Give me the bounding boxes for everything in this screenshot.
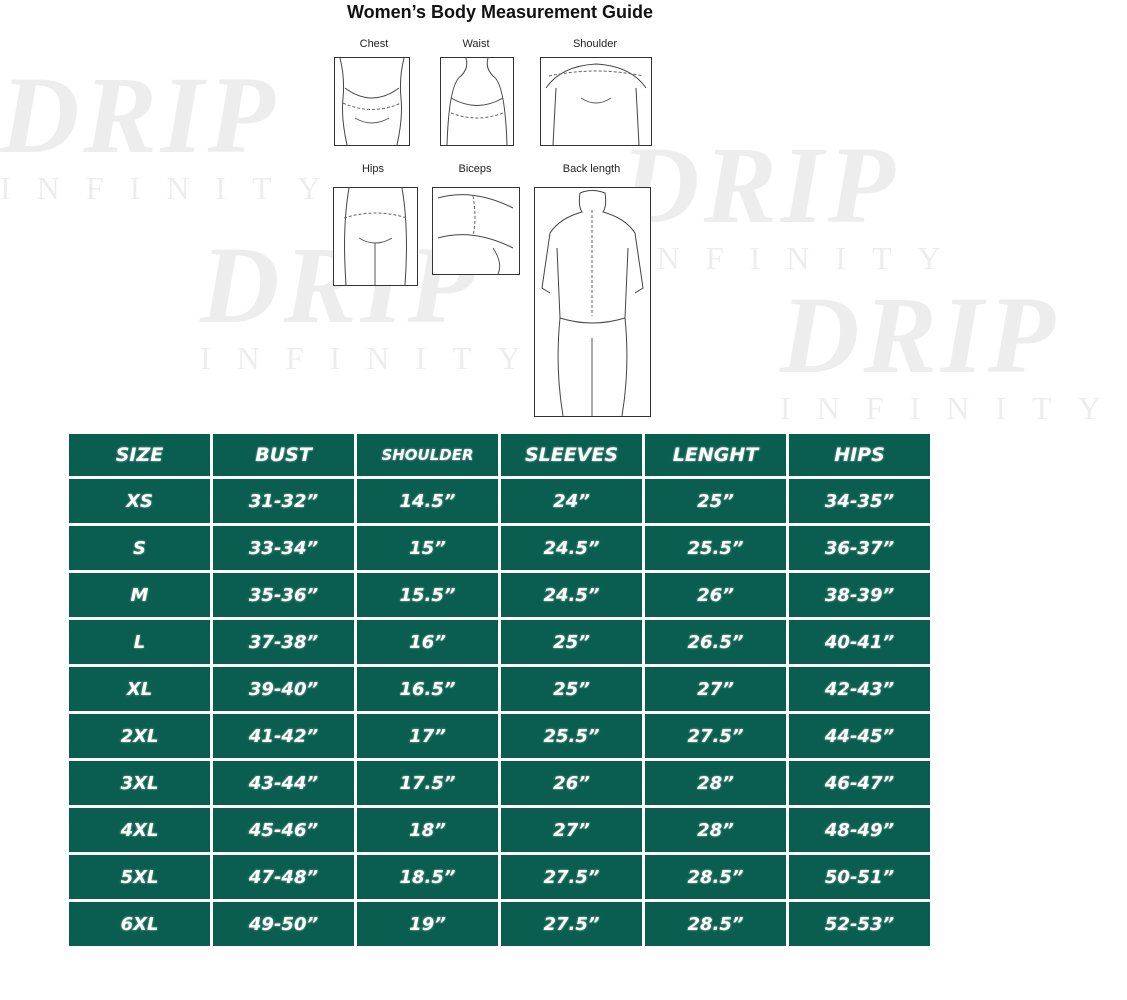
label-back-length: Back length [562,163,621,175]
cell-sleeves: 27.5” [501,902,642,946]
biceps-illustration [432,187,520,275]
cell-bust: 47-48” [213,855,354,899]
cell-bust: 49-50” [213,902,354,946]
hips-illustration [333,187,418,286]
cell-hips: 46-47” [789,761,930,805]
table-row [69,526,930,570]
cell-hips: 48-49” [789,808,930,852]
cell-shoulder: 17” [357,714,498,758]
cell-length: 26.5” [645,620,786,664]
cell-shoulder: 14.5” [357,479,498,523]
cell-size: 4XL [69,808,210,852]
cell-sleeves: 25” [501,620,642,664]
watermark-sub: INFINITY [620,240,967,276]
cell-length: 25.5” [645,526,786,570]
chest-figure-icon [335,58,409,145]
watermark [0,54,347,207]
cell-hips: 36-37” [789,526,930,570]
cell-hips: 44-45” [789,714,930,758]
header-sleeves: SLEEVES [501,434,642,476]
cell-size: XL [69,667,210,711]
size-chart-table [66,431,933,949]
cell-length: 28” [645,808,786,852]
cell-length: 28” [645,761,786,805]
waist-illustration [440,57,514,146]
cell-hips: 42-43” [789,667,930,711]
cell-sleeves: 26” [501,761,642,805]
waist-figure-icon [441,58,513,145]
table-row [69,667,930,711]
cell-bust: 31-32” [213,479,354,523]
cell-sleeves: 27.5” [501,855,642,899]
cell-length: 27.5” [645,714,786,758]
table-row [69,714,930,758]
watermark-sub: INFINITY [0,170,347,206]
back-figure-icon [535,188,650,416]
table-row [69,573,930,617]
cell-shoulder: 18.5” [357,855,498,899]
header-size: SIZE [69,434,210,476]
table-header-row [69,434,930,476]
back-length-illustration [534,187,651,417]
watermark-brand: DRIP [780,274,1059,396]
cell-sleeves: 25” [501,667,642,711]
cell-bust: 37-38” [213,620,354,664]
cell-length: 28.5” [645,855,786,899]
cell-shoulder: 17.5” [357,761,498,805]
guide-title: Women’s Body Measurement Guide [346,2,654,22]
cell-sleeves: 25.5” [501,714,642,758]
hips-figure-icon [334,188,417,285]
cell-bust: 41-42” [213,714,354,758]
cell-size: L [69,620,210,664]
cell-sleeves: 24.5” [501,526,642,570]
cell-bust: 45-46” [213,808,354,852]
table-row [69,902,930,946]
cell-hips: 50-51” [789,855,930,899]
cell-size: S [69,526,210,570]
cell-bust: 39-40” [213,667,354,711]
cell-sleeves: 27” [501,808,642,852]
label-shoulder: Shoulder [572,38,618,50]
table-row [69,855,930,899]
label-biceps: Biceps [458,163,492,175]
shoulder-illustration [540,57,652,146]
cell-shoulder: 15” [357,526,498,570]
cell-size: 6XL [69,902,210,946]
watermark [780,274,1127,427]
label-waist: Waist [462,38,490,50]
cell-bust: 43-44” [213,761,354,805]
cell-length: 27” [645,667,786,711]
cell-size: M [69,573,210,617]
label-hips: Hips [361,163,384,175]
cell-shoulder: 16” [357,620,498,664]
cell-size: 3XL [69,761,210,805]
cell-shoulder: 19” [357,902,498,946]
cell-hips: 38-39” [789,573,930,617]
table-row [69,808,930,852]
watermark-sub: INFINITY [780,390,1127,426]
cell-length: 28.5” [645,902,786,946]
cell-hips: 52-53” [789,902,930,946]
biceps-figure-icon [433,188,519,274]
header-hips: HIPS [789,434,930,476]
cell-hips: 34-35” [789,479,930,523]
shoulder-figure-icon [541,58,651,145]
watermark-brand: DRIP [620,124,899,246]
header-length: LENGHT [645,434,786,476]
table-row [69,479,930,523]
header-bust: BUST [213,434,354,476]
cell-shoulder: 18” [357,808,498,852]
cell-size: XS [69,479,210,523]
cell-hips: 40-41” [789,620,930,664]
cell-sleeves: 24.5” [501,573,642,617]
watermark-brand: DRIP [0,54,279,176]
cell-bust: 33-34” [213,526,354,570]
chest-illustration [334,57,410,146]
cell-length: 26” [645,573,786,617]
header-shoulder: SHOULDER [357,434,498,476]
table-row [69,620,930,664]
cell-size: 2XL [69,714,210,758]
watermark [620,124,967,277]
cell-shoulder: 15.5” [357,573,498,617]
cell-size: 5XL [69,855,210,899]
table-row [69,761,930,805]
size-chart-body [69,479,930,946]
cell-length: 25” [645,479,786,523]
label-chest: Chest [359,38,389,50]
cell-sleeves: 24” [501,479,642,523]
cell-shoulder: 16.5” [357,667,498,711]
watermark-sub: INFINITY [200,340,547,376]
cell-bust: 35-36” [213,573,354,617]
